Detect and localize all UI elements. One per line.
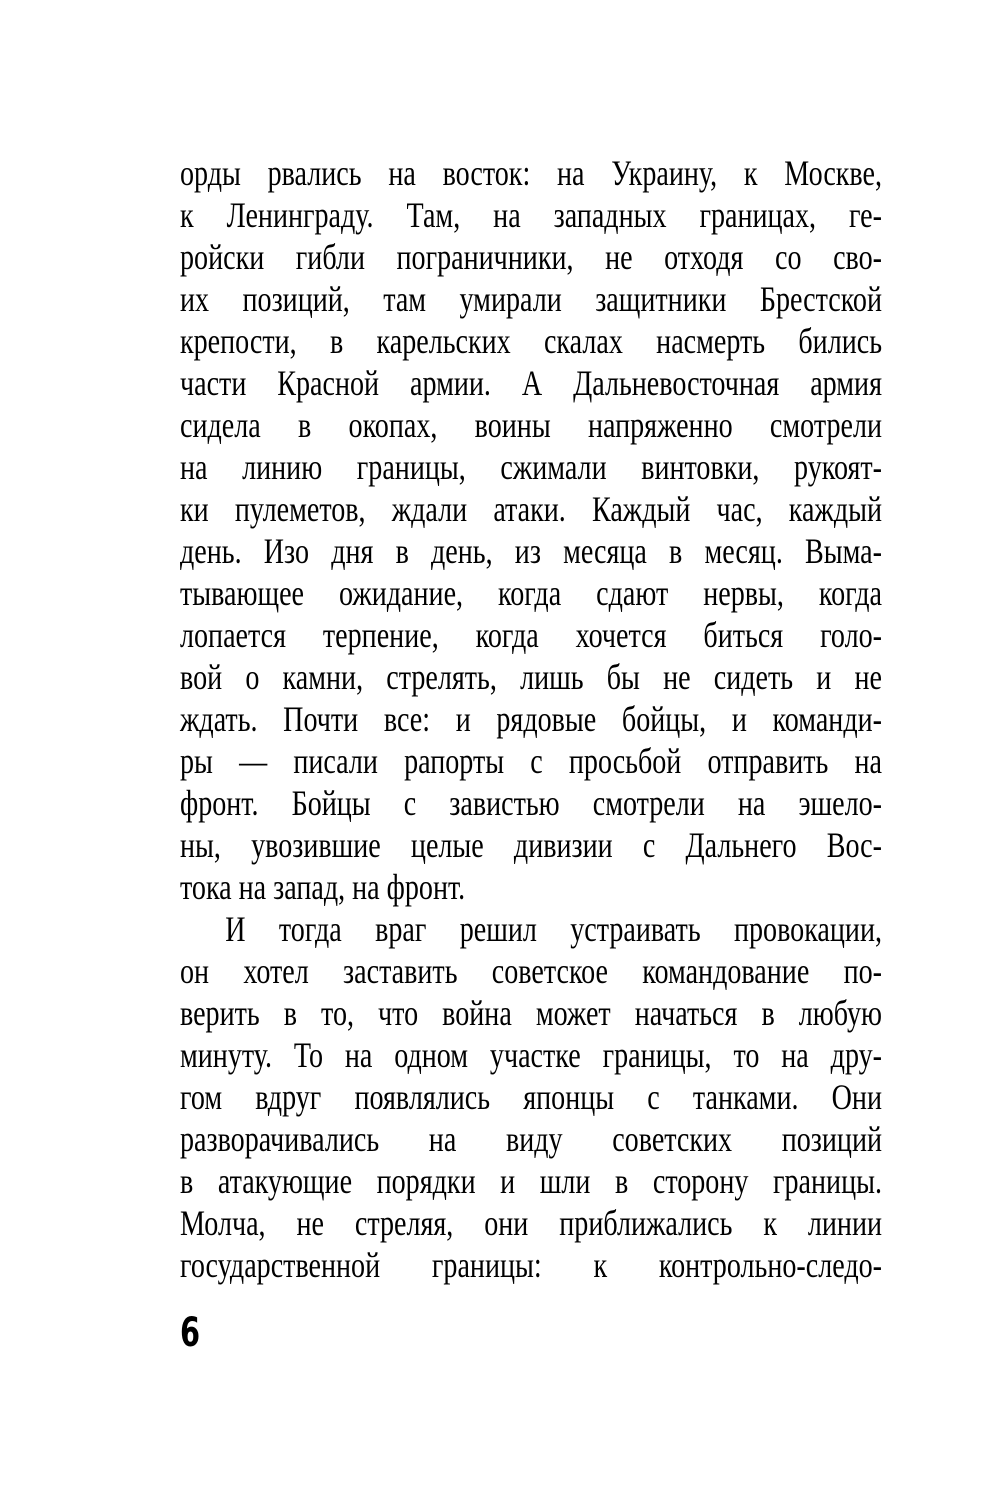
text-line: минуту. То на одном участке границы, то на дру- xyxy=(180,1035,882,1075)
text-line: государственной границы: к контрольно-следо- xyxy=(180,1245,882,1285)
text-line: Молча, не стреляя, они приближались к линии xyxy=(180,1203,882,1243)
text-line: тывающее ожидание, когда сдают нервы, когда xyxy=(180,573,882,613)
paragraph xyxy=(180,152,1000,908)
text-line: ки пулеметов, ждали атаки. Каждый час, каждый xyxy=(180,489,882,529)
text-line: ройски гибли пограничники, не отходя со сво- xyxy=(180,237,882,277)
text-line: ры — писали рапорты с просьбой отправить на xyxy=(180,741,882,781)
text-line: верить в то, что война может начаться в любую xyxy=(180,993,882,1033)
text-line: вой о камни, стрелять, лишь бы не сидеть и не xyxy=(180,657,882,697)
text-line: лопается терпение, когда хочется биться голо- xyxy=(180,615,882,655)
text-line: он хотел заставить советское командование по- xyxy=(180,951,882,991)
text-line: части Красной армии. А Дальневосточная армия xyxy=(180,363,882,403)
text-line: день. Изо дня в день, из месяца в месяц. Выма- xyxy=(180,531,882,571)
text-line: к Ленинграду. Там, на западных границах, ге- xyxy=(180,195,882,235)
text-line: ны, увозившие целые дивизии с Дальнего Вос- xyxy=(180,825,882,865)
text-line: орды рвались на восток: на Украину, к Москве, xyxy=(180,153,882,193)
text-line: фронт. Бойцы с завистью смотрели на эшело- xyxy=(180,783,882,823)
page-number: 6 xyxy=(180,1310,201,1356)
text-line: тока на запад, на фронт. xyxy=(180,867,466,907)
text-line: И тогда враг решил устраивать провокации, xyxy=(225,909,882,949)
text-line: их позиций, там умирали защитники Брестской xyxy=(180,279,882,319)
paragraph xyxy=(180,908,1000,1286)
text-line: гом вдруг появлялись японцы с танками. Они xyxy=(180,1077,882,1117)
text-line: разворачивались на виду советских позиций xyxy=(180,1119,882,1159)
text-block xyxy=(180,152,1000,1286)
text-line: на линию границы, сжимали винтовки, рукоят- xyxy=(180,447,882,487)
text-line: ждать. Почти все: и рядовые бойцы, и команди- xyxy=(180,699,882,739)
text-line: в атакующие порядки и шли в сторону границы. xyxy=(180,1161,882,1201)
text-line: крепости, в карельских скалах насмерть бились xyxy=(180,321,882,361)
text-line: сидела в окопах, воины напряженно смотрели xyxy=(180,405,882,445)
